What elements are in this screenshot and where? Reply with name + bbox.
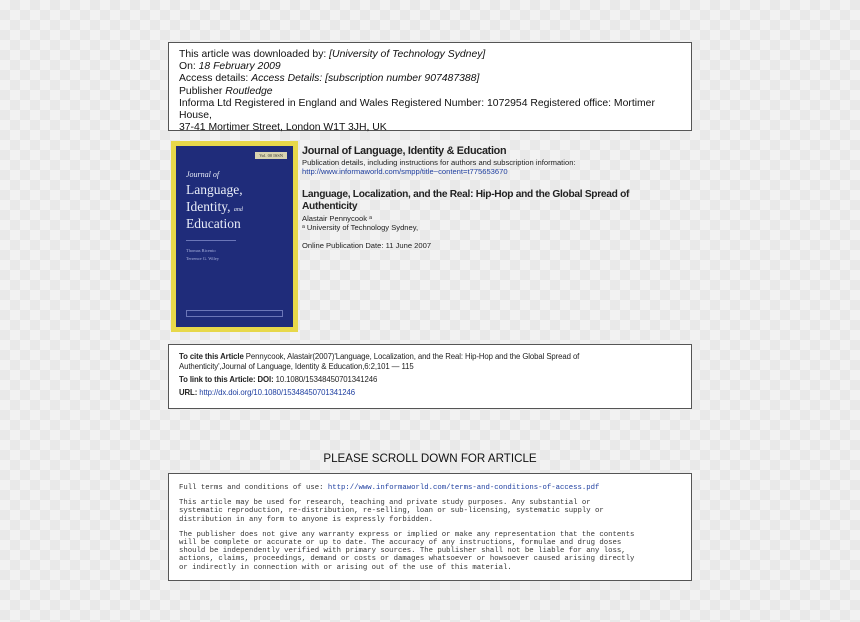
cover-tag: Vol. 00 ISSN <box>255 152 287 159</box>
terms-url-line: Full terms and conditions of use: http://www.informaworld.com/terms-and-conditions-of-access.pdf <box>179 484 600 492</box>
cover-publisher-band <box>186 310 283 317</box>
download-date-line: On: 18 February 2009 <box>179 61 281 73</box>
journal-cover-image <box>171 141 298 332</box>
cite-label: To cite this Article <box>179 352 244 361</box>
cover-editor-1: Thomas Ricento <box>186 248 216 253</box>
publication-details: Publication details, including instructions for authors and subscription information: <box>302 158 576 167</box>
downloaded-by-line: This article was downloaded by: [University of Technology Sydney] <box>179 49 486 60</box>
scroll-notice: PLEASE SCROLL DOWN FOR ARTICLE <box>323 452 537 465</box>
download-info-box <box>168 42 692 134</box>
article-author: Alastair Pennycook ᵃ <box>302 214 372 223</box>
journal-url-link[interactable]: http://www.informaworld.com/smpp/title~content=t775653670 <box>302 167 508 177</box>
cite-line-2: Authenticity',Journal of Language, Identity & Education,6:2,101 — 115 <box>179 362 414 371</box>
terms-url-link[interactable]: http://www.informaworld.com/terms-and-conditions-of-access.pdf <box>327 484 600 492</box>
url-label: URL: <box>179 388 198 397</box>
doi-line <box>179 375 681 385</box>
terms-warranty-paragraph: The publisher does not give any warranty express or implied or make any representation that the contents will be complete or accurate or up to date. The accuracy of any instructions, formulae and drug doses should be independently verified with primary sources. The publisher shall not be liable for any loss, actions, claims, proceedings, demand or costs or damages whatsoever or howsoever caused arising directly or indirectly in connection with or arising out of the use of this material. <box>179 530 635 572</box>
cover-divider <box>186 240 236 241</box>
cite-line: To cite this Article Pennycook, Alastair(2007)'Language, Localization, and the Real: Hip-Hop and the Global Spread of <box>179 352 580 361</box>
terms-usage-paragraph: This article may be used for research, teaching and private study purposes. Any substantial or systematic reproduction, re-distribution, re-selling, loan or sub-licensing, systematic supply or distribution in any form to anyone is expressly forbidden. <box>179 499 604 524</box>
cover-title-line3: Education <box>186 216 241 231</box>
terms-box <box>168 473 692 581</box>
cover-title-line1: Language, <box>186 182 243 197</box>
journal-cover-inner <box>176 146 293 327</box>
url-line <box>179 388 681 398</box>
doi-label: To link to this Article: DOI: <box>179 375 274 384</box>
cover-title-and: and <box>233 207 243 213</box>
journal-title: Journal of Language, Identity & Education <box>302 145 507 157</box>
registration-line: Informa Ltd Registered in England and Wales Registered Number: 1072954 Registered office: Mortimer House, <box>179 97 655 122</box>
citation-box <box>168 344 692 409</box>
article-affiliation: ᵃ University of Technology Sydney, <box>302 223 419 233</box>
cover-journal-of: Journal of <box>186 170 220 179</box>
cover-editor-2: Terrence G. Wiley <box>186 256 220 261</box>
address-line: 37-41 Mortimer Street, London W1T 3JH, UK <box>179 122 387 134</box>
publication-date: Online Publication Date: 11 June 2007 <box>302 240 432 250</box>
doi-url-link[interactable]: http://dx.doi.org/10.1080/15348450701341246 <box>197 388 355 397</box>
journal-info <box>302 145 692 250</box>
cover-title-line2: Identity, and <box>186 199 243 214</box>
doi-value: 10.1080/15348450701341246 <box>273 375 378 384</box>
access-details-line: Access details: Access Details: [subscription number 907487388] <box>179 73 480 85</box>
article-title: Language, Localization, and the Real: Hip-Hop and the Global Spread of Authenticity <box>302 188 630 213</box>
publisher-line: Publisher Routledge <box>179 85 273 97</box>
